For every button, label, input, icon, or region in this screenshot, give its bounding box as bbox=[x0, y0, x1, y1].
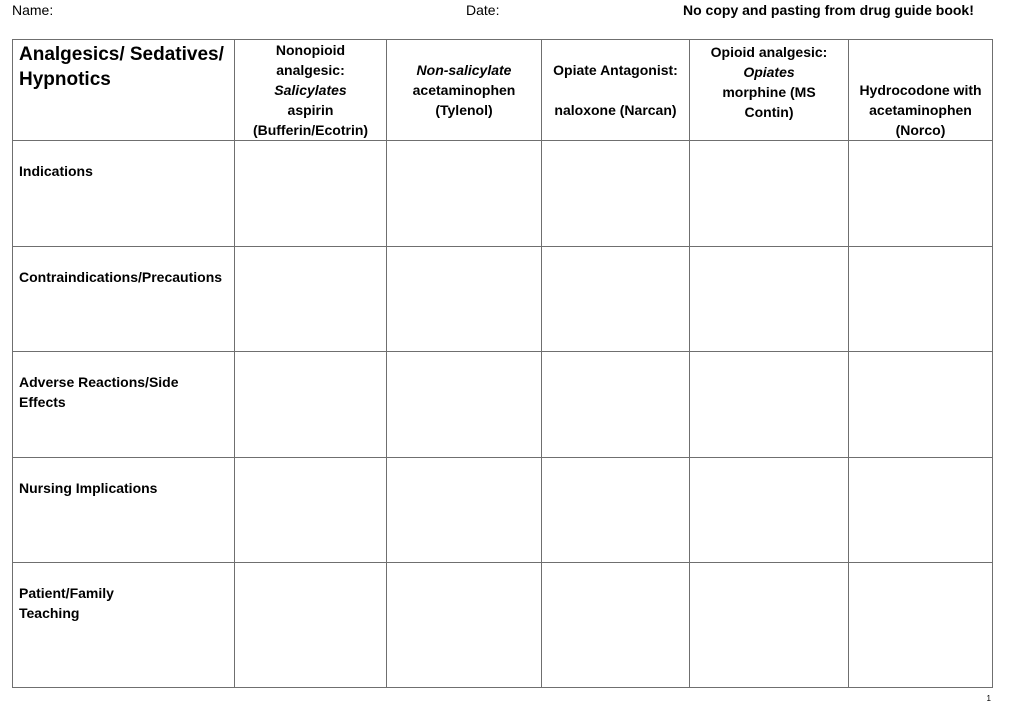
table-cell[interactable] bbox=[849, 458, 993, 563]
table-cell[interactable] bbox=[387, 352, 542, 458]
table-cell[interactable] bbox=[849, 141, 993, 247]
table-cell[interactable] bbox=[235, 458, 387, 563]
table-cell[interactable] bbox=[235, 141, 387, 247]
table-cell[interactable] bbox=[542, 563, 690, 688]
table-cell[interactable] bbox=[235, 352, 387, 458]
row-header-indications bbox=[13, 141, 235, 247]
col-header-line: Non-salicylate bbox=[416, 62, 512, 78]
col-header-line: morphine (MS bbox=[722, 84, 816, 100]
table-cell[interactable] bbox=[387, 563, 542, 688]
col-header-line: naloxone (Narcan) bbox=[554, 102, 677, 118]
table-cell[interactable] bbox=[690, 563, 849, 688]
row-header-line: Teaching bbox=[19, 605, 80, 621]
row-header-patient-teaching bbox=[13, 563, 235, 688]
column-header-morphine bbox=[690, 40, 849, 141]
table-row-nursing-implications bbox=[13, 458, 993, 563]
table-cell[interactable] bbox=[542, 141, 690, 247]
col-header-line: (Norco) bbox=[895, 122, 946, 138]
table-row-contraindications bbox=[13, 247, 993, 352]
table-cell[interactable] bbox=[387, 247, 542, 352]
name-label: Name: bbox=[12, 2, 54, 18]
row-header-adverse-reactions bbox=[13, 352, 235, 458]
row-header-line: Contraindications/Precautions bbox=[19, 269, 223, 285]
table-title-line1: Analgesics/ Sedatives/ bbox=[19, 44, 224, 65]
col-header-line: (Tylenol) bbox=[435, 102, 493, 118]
col-header-line: acetaminophen bbox=[412, 82, 516, 98]
table-cell[interactable] bbox=[690, 141, 849, 247]
table-cell[interactable] bbox=[690, 352, 849, 458]
table-cell[interactable] bbox=[849, 247, 993, 352]
instruction-note: No copy and pasting from drug guide book! bbox=[683, 2, 974, 18]
col-header-line: Salicylates bbox=[274, 82, 347, 98]
column-header-norco bbox=[849, 40, 993, 141]
table-row-adverse-reactions bbox=[13, 352, 993, 458]
table-row-indications bbox=[13, 141, 993, 247]
table-cell[interactable] bbox=[849, 352, 993, 458]
col-header-line bbox=[544, 80, 687, 100]
row-header-nursing-implications bbox=[13, 458, 235, 563]
date-label: Date: bbox=[466, 2, 500, 18]
table-title-line2: Hypnotics bbox=[19, 69, 111, 90]
column-header-naloxone bbox=[542, 40, 690, 141]
table-cell[interactable] bbox=[387, 141, 542, 247]
col-header-line: analgesic: bbox=[276, 62, 345, 78]
table-title-cell bbox=[13, 40, 235, 141]
table-cell[interactable] bbox=[235, 247, 387, 352]
page-number: 1 bbox=[986, 694, 991, 703]
col-header-line: (Bufferin/Ecotrin) bbox=[252, 122, 369, 138]
table-cell[interactable] bbox=[690, 247, 849, 352]
row-header-line: Nursing Implications bbox=[19, 480, 158, 496]
col-header-line: acetaminophen bbox=[869, 102, 972, 118]
table-cell[interactable] bbox=[235, 563, 387, 688]
col-header-line: Opiates bbox=[743, 64, 795, 80]
col-header-line: Opiate Antagonist: bbox=[553, 62, 678, 78]
table-cell[interactable] bbox=[542, 247, 690, 352]
table-cell[interactable] bbox=[849, 563, 993, 688]
column-header-acetaminophen bbox=[387, 40, 542, 141]
row-header-line: Patient/Family bbox=[19, 585, 114, 601]
row-header-line: Adverse Reactions/Side bbox=[19, 374, 179, 390]
table-cell[interactable] bbox=[690, 458, 849, 563]
row-header-contraindications bbox=[13, 247, 235, 352]
column-header-aspirin bbox=[235, 40, 387, 141]
row-header-line: Effects bbox=[19, 394, 66, 410]
table-row-patient-teaching bbox=[13, 563, 993, 688]
table-header-row bbox=[13, 40, 993, 141]
table-cell[interactable] bbox=[542, 352, 690, 458]
col-header-line: aspirin bbox=[287, 102, 334, 118]
table-cell[interactable] bbox=[387, 458, 542, 563]
row-header-line: Indications bbox=[19, 163, 93, 179]
col-header-line: Hydrocodone with bbox=[859, 82, 982, 98]
col-header-line: Nonopioid bbox=[275, 42, 346, 58]
col-header-line: Opioid analgesic: bbox=[710, 44, 828, 60]
col-header-line: Contin) bbox=[744, 104, 794, 120]
table-cell[interactable] bbox=[542, 458, 690, 563]
drug-worksheet-table bbox=[12, 39, 993, 688]
